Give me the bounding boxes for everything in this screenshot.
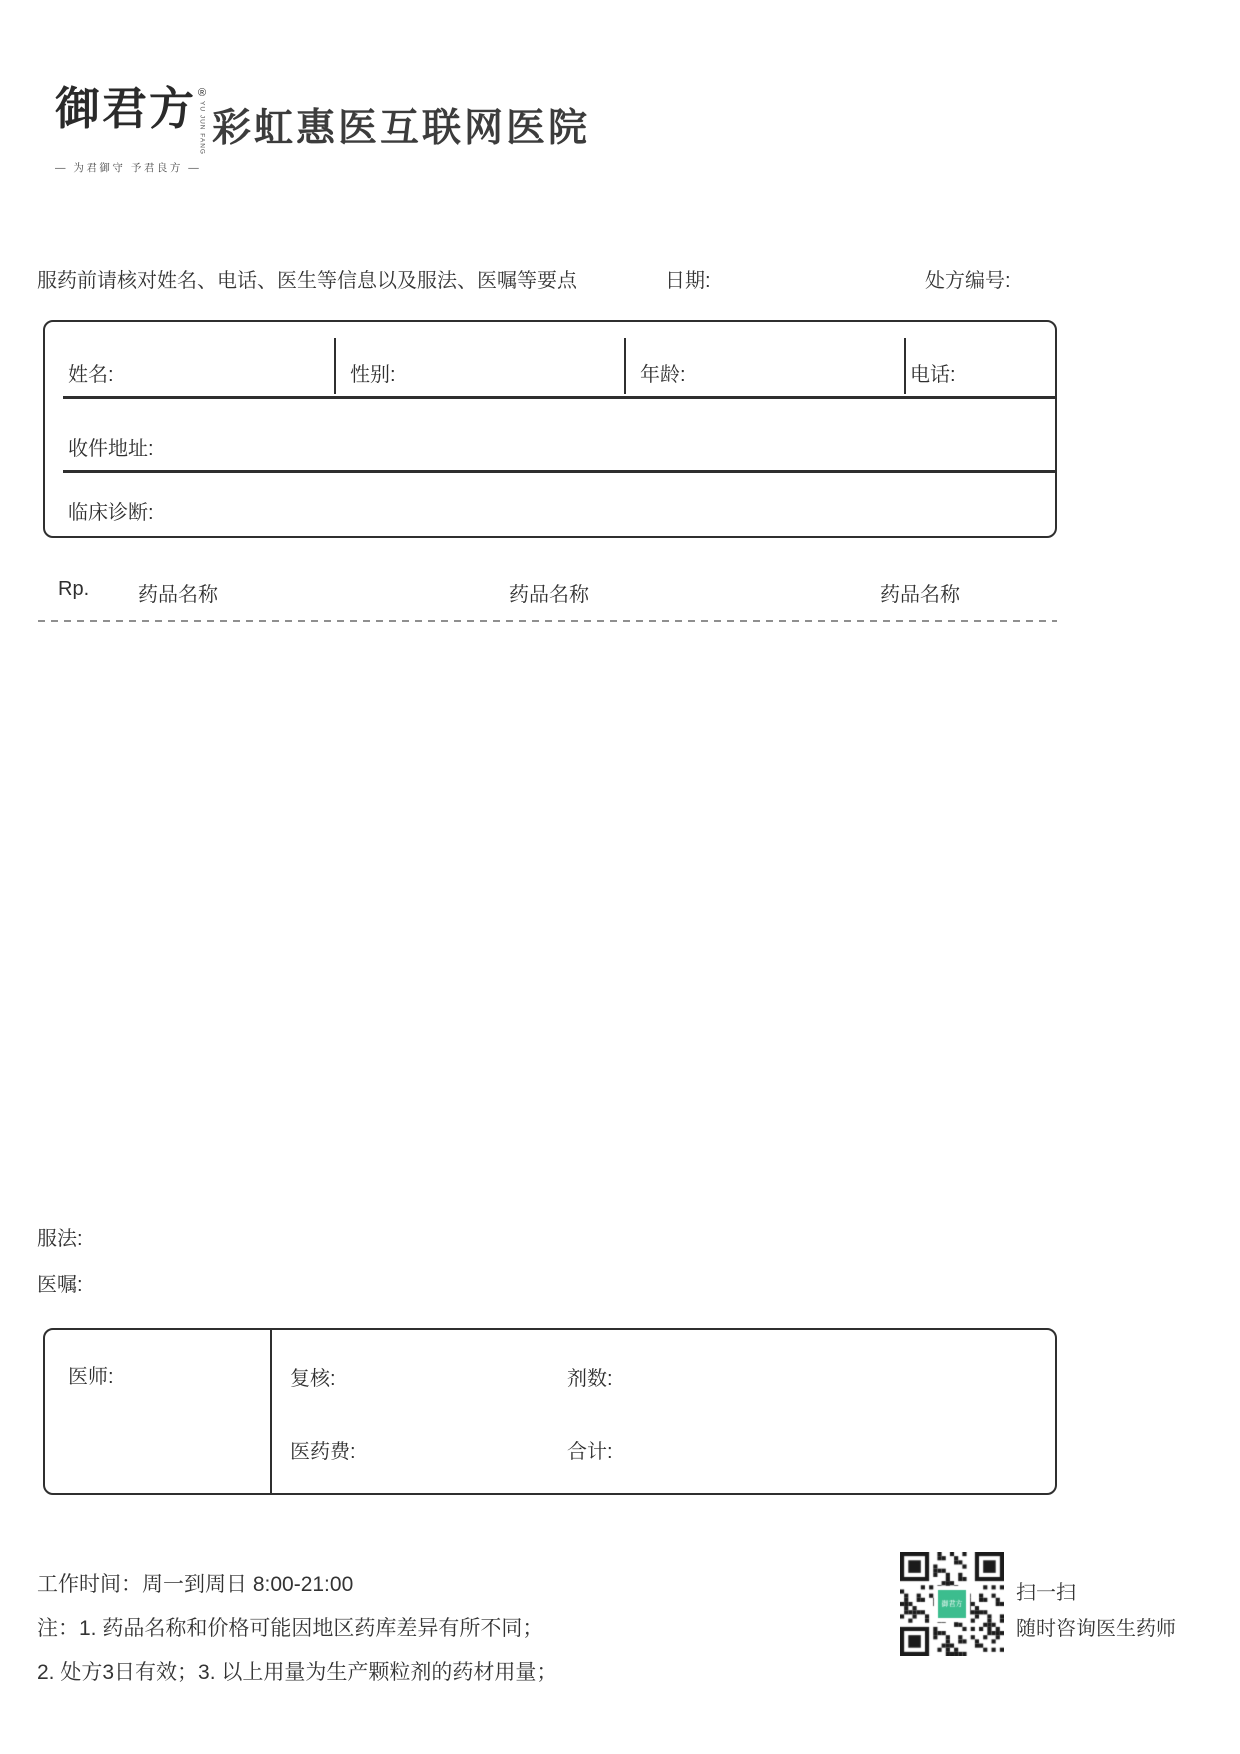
patient-age-label: 年龄:	[640, 364, 686, 386]
brand-logo-text: 御君方	[55, 84, 197, 134]
drug-name-header: 药品名称	[509, 584, 589, 606]
doctor-advice-label: 医嘱:	[37, 1274, 83, 1296]
field-divider	[904, 338, 906, 394]
qr-scan-label: 扫一扫	[1016, 1582, 1076, 1604]
patient-gender-label: 性别:	[350, 364, 396, 386]
field-divider	[624, 338, 626, 394]
row-separator	[63, 396, 1055, 399]
brand-romanized: YU JUN FANG	[198, 101, 206, 155]
date-label: 日期:	[665, 270, 711, 292]
brand-logo	[55, 86, 225, 175]
hospital-title: 彩虹惠医互联网医院	[212, 107, 591, 150]
brand-tagline: — 为君御守 予君良方 —	[55, 161, 202, 174]
registered-mark: ®	[198, 87, 207, 99]
field-divider	[334, 338, 336, 394]
clinical-diagnosis-label: 临床诊断:	[68, 502, 154, 524]
doctor-label: 医师:	[68, 1366, 114, 1388]
patient-phone-label: 电话:	[910, 364, 956, 386]
signoff-divider	[270, 1330, 272, 1493]
footer-note-1: 注：1. 药品名称和价格可能因地区药库差异有所不同；	[37, 1617, 544, 1640]
usage-method-label: 服法:	[37, 1228, 83, 1250]
dose-count-label: 剂数:	[567, 1368, 613, 1390]
medicine-fee-label: 医药费:	[290, 1441, 356, 1463]
patient-name-label: 姓名:	[68, 364, 114, 386]
signoff-box	[43, 1328, 1057, 1495]
rx-number-label: 处方编号:	[925, 270, 1011, 292]
qr-code	[900, 1552, 1004, 1656]
shipping-address-label: 收件地址:	[68, 438, 154, 460]
row-separator	[63, 470, 1055, 473]
working-hours: 工作时间：周一到周日 8:00-21:00	[37, 1573, 354, 1596]
reviewer-label: 复核:	[290, 1368, 336, 1390]
drug-name-header: 药品名称	[880, 584, 960, 606]
rp-dashed-separator	[38, 620, 1057, 622]
patient-info-box	[43, 320, 1057, 538]
total-label: 合计:	[567, 1441, 613, 1463]
qr-consult-label: 随时咨询医生药师	[1016, 1618, 1176, 1640]
verify-notice: 服药前请核对姓名、电话、医生等信息以及服法、医嘱等要点	[37, 270, 577, 292]
drug-name-header: 药品名称	[138, 584, 218, 606]
footer-note-2: 2. 处方3日有效；3. 以上用量为生产颗粒剂的药材用量；	[37, 1661, 558, 1684]
rp-label: Rp.	[58, 578, 90, 600]
